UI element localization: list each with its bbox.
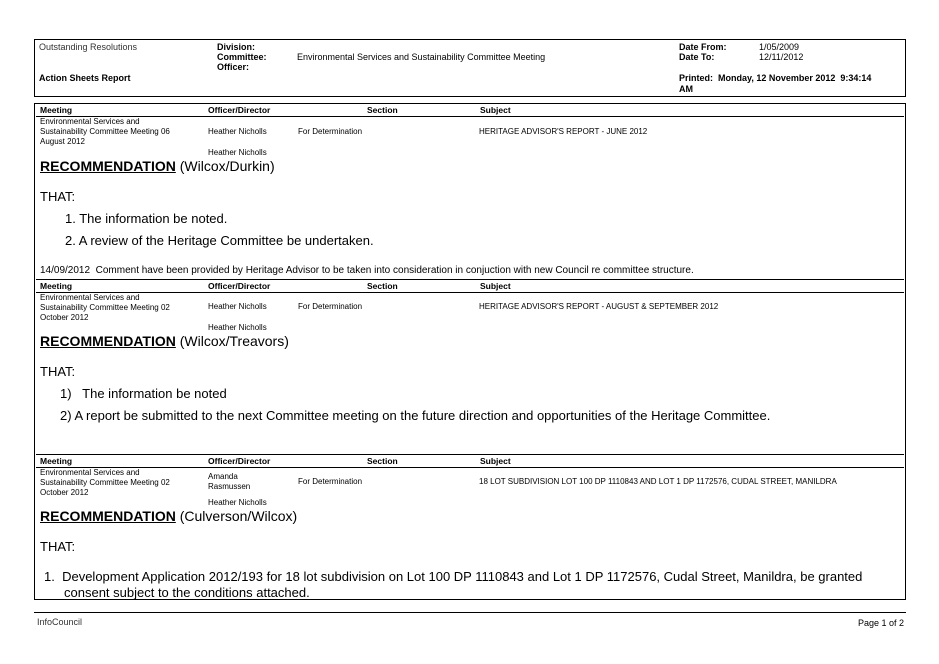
item-text: The information be noted bbox=[82, 386, 227, 401]
entry-meeting bbox=[40, 293, 170, 323]
entry-section: For Determination bbox=[298, 477, 363, 486]
report-name: Action Sheets Report bbox=[39, 73, 131, 83]
entry-section: For Determination bbox=[298, 127, 363, 136]
date-from-label: Date From: bbox=[679, 42, 727, 52]
entry-comment bbox=[40, 265, 694, 276]
recommendation-movers: (Culverson/Wilcox) bbox=[179, 508, 298, 524]
entry-officer-2: Heather Nicholls bbox=[208, 323, 267, 332]
entry-officer-2: Heather Nicholls bbox=[208, 498, 267, 507]
recommendation-label: RECOMMENDATION bbox=[40, 158, 176, 174]
recommendation-heading bbox=[40, 508, 297, 524]
col-subject: Subject bbox=[480, 105, 511, 115]
col-meeting: Meeting bbox=[40, 105, 73, 115]
item-text: Development Application 2012/193 for 18 lot subdivision on Lot 100 DP 1110843 and Lot 1 DP 1172576, Cudal Street, Manildra, be granted bbox=[62, 569, 863, 584]
list-item bbox=[60, 386, 227, 401]
meeting-line: October 2012 bbox=[40, 488, 89, 497]
footer-rule bbox=[34, 612, 906, 613]
date-to-label: Date To: bbox=[679, 52, 715, 62]
item-number: 2. bbox=[65, 233, 76, 248]
date-from-value: 1/05/2009 bbox=[759, 42, 800, 52]
meeting-line: Sustainability Committee Meeting 02 bbox=[40, 303, 170, 312]
officer-line: Rasmussen bbox=[208, 482, 251, 491]
list-item bbox=[65, 211, 227, 226]
column-header-row bbox=[36, 454, 904, 468]
meeting-line: Environmental Services and bbox=[40, 117, 140, 126]
recommendation-movers: (Wilcox/Durkin) bbox=[179, 158, 275, 174]
col-subject: Subject bbox=[480, 281, 511, 291]
recommendation-heading bbox=[40, 333, 289, 349]
comment-date: 14/09/2012 bbox=[40, 265, 91, 276]
recommendation-movers: (Wilcox/Treavors) bbox=[179, 333, 289, 349]
col-officer: Officer/Director bbox=[208, 456, 271, 466]
col-meeting: Meeting bbox=[40, 456, 73, 466]
column-header-row bbox=[36, 279, 904, 293]
entry-subject: HERITAGE ADVISOR'S REPORT - AUGUST & SEPTEMBER 2012 bbox=[479, 302, 719, 311]
col-subject: Subject bbox=[480, 456, 511, 466]
that-label: THAT: bbox=[40, 364, 76, 379]
col-section: Section bbox=[367, 281, 398, 291]
col-section: Section bbox=[367, 105, 398, 115]
item-number: 1) bbox=[60, 386, 72, 401]
entry-meeting bbox=[40, 468, 170, 498]
col-section: Section bbox=[367, 456, 398, 466]
list-item bbox=[65, 233, 374, 248]
recommendation-label: RECOMMENDATION bbox=[40, 333, 176, 349]
meeting-line: October 2012 bbox=[40, 313, 89, 322]
entry-officer: Heather Nicholls bbox=[208, 302, 267, 311]
item-number: 1. bbox=[65, 211, 76, 226]
column-header-row bbox=[36, 104, 904, 117]
committee-value: Environmental Services and Sustainability Committee Meeting bbox=[297, 52, 546, 62]
list-item bbox=[44, 569, 862, 584]
list-item bbox=[60, 408, 770, 423]
item-number: 1. bbox=[44, 569, 55, 584]
meeting-line: Sustainability Committee Meeting 06 bbox=[40, 127, 170, 136]
item-number: 2) bbox=[60, 408, 72, 423]
item-text: A report be submitted to the next Committee meeting on the future direction and opportunities of the Heritage Committee. bbox=[74, 408, 771, 423]
committee-label: Committee: bbox=[217, 52, 267, 62]
date-to-value: 12/11/2012 bbox=[759, 52, 804, 62]
officer-label: Officer: bbox=[217, 62, 250, 72]
report-header bbox=[34, 39, 906, 97]
entry-section: For Determination bbox=[298, 302, 363, 311]
recommendation-heading bbox=[40, 158, 275, 174]
entry-officer: Heather Nicholls bbox=[208, 127, 267, 136]
division-label: Division: bbox=[217, 42, 256, 52]
entry-officer-2: Heather Nicholls bbox=[208, 148, 267, 157]
printed-value: Monday, 12 November 2012 9:34:14 bbox=[718, 73, 872, 83]
entry-officer bbox=[208, 472, 250, 492]
meeting-line: Sustainability Committee Meeting 02 bbox=[40, 478, 170, 487]
entry-subject: 18 LOT SUBDIVISION LOT 100 DP 1110843 AND LOT 1 DP 1172576, CUDAL STREET, MANILDRA bbox=[479, 477, 837, 486]
col-officer: Officer/Director bbox=[208, 105, 271, 115]
footer-app-name: InfoCouncil bbox=[37, 617, 83, 627]
meeting-line: Environmental Services and bbox=[40, 468, 140, 477]
entry-meeting bbox=[40, 117, 170, 147]
entries-container bbox=[34, 103, 906, 600]
item-text: A review of the Heritage Committee be undertaken. bbox=[78, 233, 374, 248]
printed-label: Printed: bbox=[679, 73, 714, 83]
that-label: THAT: bbox=[40, 189, 76, 204]
entry-subject: HERITAGE ADVISOR'S REPORT - JUNE 2012 bbox=[479, 127, 648, 136]
meeting-line: Environmental Services and bbox=[40, 293, 140, 302]
footer-page-number: Page 1 of 2 bbox=[857, 618, 904, 628]
comment-text: Comment have been provided by Heritage Advisor to be taken into consideration in conjuction with new Council re committee structure. bbox=[95, 265, 694, 276]
report-type: Outstanding Resolutions bbox=[39, 42, 138, 52]
list-item-continuation: consent subject to the conditions attached. bbox=[64, 585, 310, 600]
that-label: THAT: bbox=[40, 539, 76, 554]
meeting-line: August 2012 bbox=[40, 137, 85, 146]
recommendation-label: RECOMMENDATION bbox=[40, 508, 176, 524]
item-text: The information be noted. bbox=[79, 211, 228, 226]
col-officer: Officer/Director bbox=[208, 281, 271, 291]
officer-line: Amanda bbox=[208, 472, 238, 481]
printed-suffix: AM bbox=[679, 84, 693, 94]
col-meeting: Meeting bbox=[40, 281, 73, 291]
